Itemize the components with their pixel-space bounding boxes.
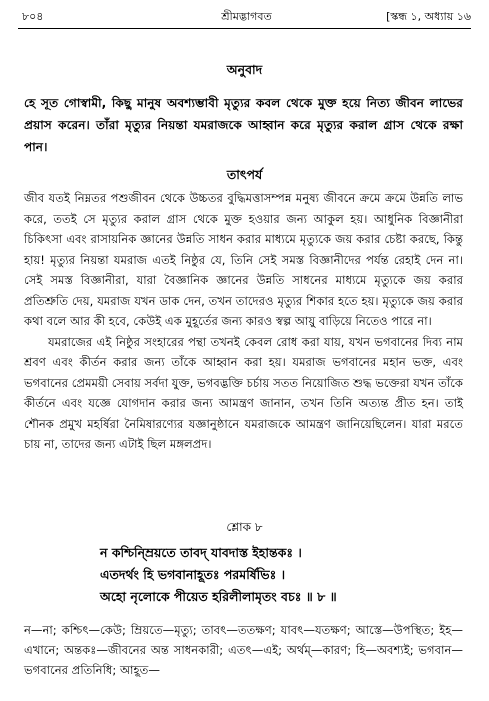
sanskrit-verse: [100, 542, 469, 608]
purport-text: [24, 188, 463, 455]
page-header: [22, 8, 471, 26]
header-rule: [18, 28, 471, 29]
translation-text: হে সূত গোস্বামী, কিছু মানুষ অবশ্যম্ভাবী মৃত্যুর কবল থেকে মুক্ত হয়ে নিত্য জীবন লাভের প্রয়াস করেন। তাঁরা মৃত্যুর নিয়ন্তা যমরাজকে আহ্বান করে মৃত্যুর করাল গ্রাস থেকে রক্ষা পান।: [24, 96, 463, 154]
purport-paragraph-2: যমরাজের এই নিষ্ঠুর সংহারের পন্থা তখনই কেবল রোধ করা যায়, যখন ভগবানের দিব্য নাম শ্রবণ এবং কীর্তন করার জন্য তাঁকে আহ্বান করা হয়। যমরাজ ভগবানের মহান ভক্ত, এবং ভগবানের প্রেমময়ী সেবায় সর্বদা যুক্ত, ভগবদ্ভক্তি চর্চায় সতত নিয়োজিত শুদ্ধ ভক্তেরা যখন তাঁকে কীর্তনে এবং যজ্ঞে যোগদান করার জন্য আমন্ত্রণ জানান, তখন তিনি অত্যন্ত প্রীত হন। তাই শৌনক প্রমুখ মহর্ষিরা নৈমিষারণ্যের যজ্ঞানুষ্ঠানে যমরাজকে আমন্ত্রণ জানিয়েছিলেন। যারা মরতে চায় না, তাদের জন্য এটাই ছিল মঙ্গলপ্রদ।: [24, 334, 463, 451]
purport-paragraph-1: জীব যতই নিম্নতর পশুজীবন থেকে উচ্চতর বুদ্ধিমত্তাসম্পন্ন মনুষ্য জীবনে ক্রমে ক্রমে উন্নতি লাভ করে, ততই সে মৃত্যুর করাল গ্রাস থেকে মুক্ত হওয়ার জন্য আকুল হয়। আধুনিক বিজ্ঞানীরা চিকিৎসা এবং রাসায়নিক জ্ঞানের উন্নতি সাধন করার মাধ্যমে মৃত্যুকে জয় করার চেষ্টা করছে, কিন্তু হায়! মৃত্যুর নিয়ন্তা যমরাজ এতই নিষ্ঠুর যে, তিনি সেই সমস্ত বিজ্ঞানীদের পর্যন্ত রেহাই দেন না। সেই সমস্ত বিজ্ঞানীরা, যারা বৈজ্ঞানিক জ্ঞানের উন্নতি সাধনের মাধ্যমে মৃত্যুকে জয় করার প্রতিশ্রুতি দেয়, যমরাজ যখন ডাক দেন, তখন তাদেরও মৃত্যুর শিকার হতে হয়। মৃত্যুকে জয় করার কথা বলে আর কী হবে, কেউই এক মুহূর্তের জন্য কারও স্বল্প আয়ু বাড়িয়ে নিতেও পারে না।: [24, 191, 463, 328]
verse-heading: শ্লোক ৮: [226, 520, 263, 534]
chapter-reference: [স্কন্ধ ১, অধ্যায় ১৬: [386, 10, 471, 23]
verse-line-2: এতদর্থং হি ভগবানাহূতঃ পরমর্ষিভিঃ ।: [100, 567, 286, 582]
purport-heading: তাৎপর্য: [226, 167, 263, 182]
book-title: শ্রীমদ্ভাগবত: [221, 10, 272, 23]
page-number: ৮০৪: [22, 10, 44, 23]
translation-heading: অনুবাদ: [226, 62, 263, 77]
verse-line-1: ন কশ্চিন্ম্রিয়তে তাবদ্ যাবদাস্ত ইহান্তকঃ ।: [100, 545, 302, 560]
word-meanings: ন—না; কশ্চিৎ—কেউ; ম্রিয়তে—মৃত্যু; তাবৎ—ততক্ষণ; যাবৎ—যতক্ষণ; আস্তে—উপস্থিত; ইহ—এখানে; অন্তকঃ—জীবনের অন্ত সাধনকারী; এতৎ—এই; অর্থম্—কারণ; হি—অবশ্যই; ভগবান—ভগবানের প্রতিনিধি; আহূত—: [24, 623, 463, 677]
verse-line-3: অহো নৃলোকে পীয়েত হরিলীলামৃতং বচঃ ॥ ৮ ॥: [100, 589, 337, 604]
